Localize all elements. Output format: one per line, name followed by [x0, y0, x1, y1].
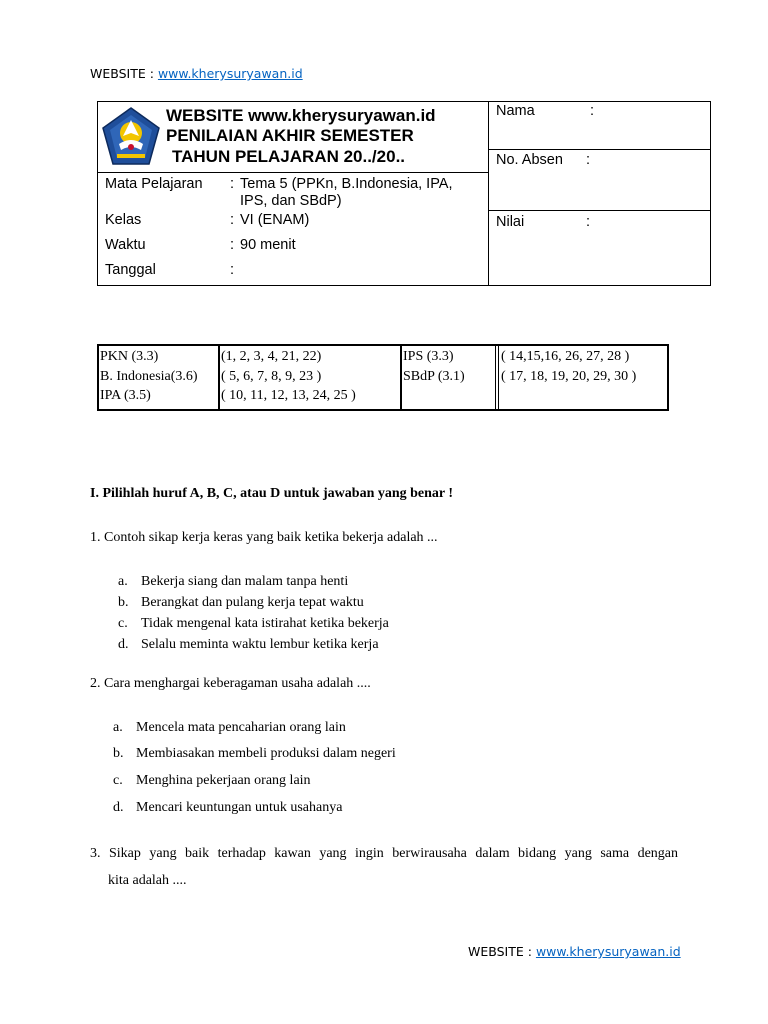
- field-label-class: Kelas: [105, 212, 142, 228]
- kisi-items-ipa: ( 10, 11, 12, 13, 24, 25 ): [221, 388, 356, 403]
- question-1: [90, 530, 438, 546]
- field-label-time: Waktu: [105, 237, 146, 253]
- question-number: 2.: [90, 676, 101, 691]
- option-letter: c.: [118, 616, 128, 631]
- header-title-website: WEBSITE www.kherysuryawan.id: [166, 106, 436, 125]
- field-colon-name[interactable]: :: [590, 103, 595, 119]
- bottom-website-link[interactable]: www.kherysuryawan.id: [535, 944, 681, 959]
- bottom-website-line: [468, 944, 681, 959]
- field-colon-absen[interactable]: :: [586, 152, 591, 168]
- option-2d-text: Mencari keuntungan untuk usahanya: [136, 800, 343, 815]
- option-1a-text: Bekerja siang dan malam tanpa henti: [141, 574, 349, 589]
- option-1c-text: Tidak mengenal kata istirahat ketika bekerja: [141, 616, 389, 631]
- field-colon-subject: :: [230, 176, 235, 192]
- bottom-website-label: WEBSITE :: [468, 944, 536, 959]
- exam-header-box: [97, 101, 711, 286]
- option-letter: b.: [113, 746, 124, 761]
- header-title-exam: PENILAIAN AKHIR SEMESTER: [166, 126, 414, 145]
- field-label-score: Nilai: [496, 214, 525, 230]
- question-3: [90, 846, 678, 862]
- field-value-subject: Tema 5 (PPKn, B.Indonesia, IPA,: [240, 176, 453, 192]
- question-3-text-line2: kita adalah ....: [108, 873, 187, 888]
- question-number: 1.: [90, 530, 101, 545]
- competency-table: [97, 344, 669, 411]
- option-letter: a.: [118, 574, 128, 589]
- kisi-subject-sbdp: SBdP (3.1): [403, 369, 465, 384]
- question-text-line1: Sikap yang baik terhadap kawan yang ingin berwirausaha dalam bidang yang sama dengan: [108, 846, 679, 861]
- kisi-items-bindo: ( 5, 6, 7, 8, 9, 23 ): [221, 369, 322, 384]
- field-label-date: Tanggal: [105, 262, 156, 278]
- option-letter: c.: [113, 773, 123, 788]
- field-colon-class: :: [230, 212, 235, 228]
- option-1d[interactable]: [118, 637, 129, 653]
- kisi-items-ips: ( 14,15,16, 26, 27, 28 ): [501, 349, 630, 364]
- option-2b-text: Membiasakan membeli produksi dalam negeri: [136, 746, 396, 761]
- kisi-subject-bindo: B. Indonesia(3.6): [100, 369, 198, 384]
- question-text: Contoh sikap kerja keras yang baik ketika bekerja adalah ...: [104, 530, 438, 545]
- field-label-absen: No. Absen: [496, 152, 563, 168]
- field-colon-score[interactable]: :: [586, 214, 591, 230]
- section-instruction: I. Pilihlah huruf A, B, C, atau D untuk jawaban yang benar !: [90, 486, 454, 501]
- header-title-year: TAHUN PELAJARAN 20../20..: [172, 147, 406, 166]
- option-letter: d.: [118, 637, 129, 652]
- kisi-subject-ipa: IPA (3.5): [100, 388, 151, 403]
- option-1a[interactable]: [118, 574, 128, 590]
- field-value-time: 90 menit: [240, 237, 296, 253]
- kisi-items-pkn: (1, 2, 3, 4, 21, 22): [221, 349, 322, 364]
- top-website-label: WEBSITE :: [90, 66, 158, 81]
- kisi-subject-ips: IPS (3.3): [403, 349, 454, 364]
- field-label-name: Nama: [496, 103, 535, 119]
- option-2b[interactable]: [113, 746, 124, 762]
- option-2a[interactable]: [113, 720, 123, 736]
- question-number: 3.: [90, 846, 101, 861]
- question-2: [90, 676, 371, 692]
- option-letter: a.: [113, 720, 123, 735]
- option-2c[interactable]: [113, 773, 123, 789]
- field-value-subject-cont: IPS, dan SBdP): [240, 193, 342, 209]
- top-website-line: [90, 66, 303, 81]
- option-letter: b.: [118, 595, 129, 610]
- option-1b[interactable]: [118, 595, 129, 611]
- kisi-subject-pkn: PKN (3.3): [100, 349, 159, 364]
- option-2d[interactable]: [113, 800, 124, 816]
- question-text: Cara menghargai keberagaman usaha adalah ....: [104, 676, 371, 691]
- option-2a-text: Mencela mata pencaharian orang lain: [136, 720, 346, 735]
- field-value-class: VI (ENAM): [240, 212, 310, 228]
- field-colon-time: :: [230, 237, 235, 253]
- field-colon-date: :: [230, 262, 235, 278]
- option-1c[interactable]: [118, 616, 128, 632]
- option-1d-text: Selalu meminta waktu lembur ketika kerja: [141, 637, 379, 652]
- kisi-items-sbdp: ( 17, 18, 19, 20, 29, 30 ): [501, 369, 637, 384]
- top-website-link[interactable]: www.kherysuryawan.id: [157, 66, 303, 81]
- field-label-subject: Mata Pelajaran: [105, 176, 203, 192]
- tut-wuri-handayani-logo-icon: [101, 106, 161, 173]
- option-2c-text: Menghina pekerjaan orang lain: [136, 773, 311, 788]
- option-letter: d.: [113, 800, 124, 815]
- option-1b-text: Berangkat dan pulang kerja tepat waktu: [141, 595, 364, 610]
